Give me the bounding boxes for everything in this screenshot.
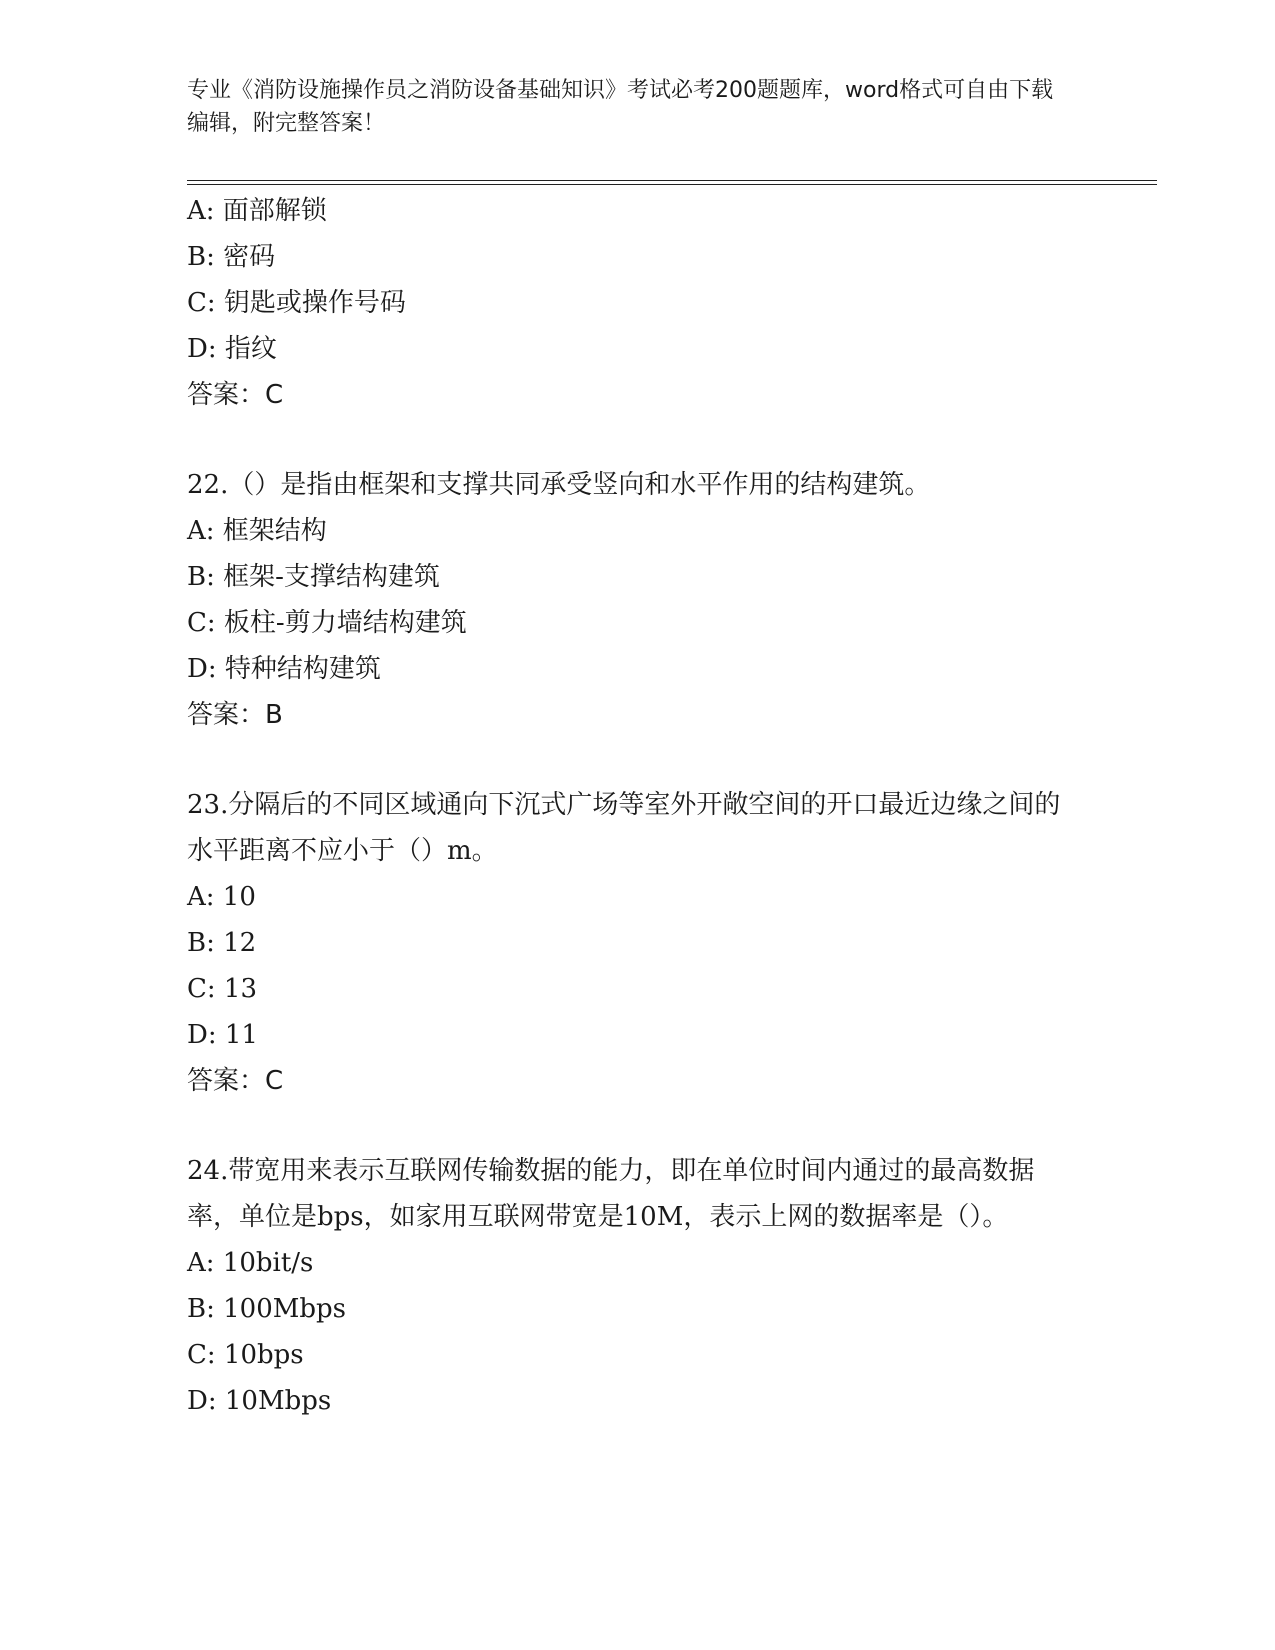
header-rule-top [187, 180, 1157, 181]
answer-line: 答案：C [187, 1066, 284, 1096]
question-block [187, 782, 1077, 1104]
question-text: 24.带宽用来表示互联网传输数据的能力，即在单位时间内通过的最高数据率，单位是bps，如家用互联网带宽是10M，表示上网的数据率是（）。 [187, 1156, 1035, 1232]
question-block [187, 188, 1077, 418]
option-b: B: 100Mbps [187, 1294, 347, 1324]
option-c: C: 10bps [187, 1340, 304, 1370]
option-d: D: 特种结构建筑 [187, 654, 381, 684]
option-c: C: 板柱-剪力墙结构建筑 [187, 608, 467, 638]
question-text: 23.分隔后的不同区域通向下沉式广场等室外开敞空间的开口最近边缘之间的水平距离不应小于（）m。 [187, 790, 1061, 866]
option-b: B: 框架-支撑结构建筑 [187, 562, 440, 592]
option-c: C: 13 [187, 974, 258, 1004]
option-d: D: 11 [187, 1020, 258, 1050]
question-block [187, 462, 1077, 738]
option-a: A: 10bit/s [187, 1248, 314, 1278]
option-d: D: 指纹 [187, 334, 277, 364]
option-d: D: 10Mbps [187, 1386, 332, 1416]
header-rule-bottom [187, 184, 1157, 185]
option-a: A: 框架结构 [187, 516, 327, 546]
question-text: 22.（）是指由框架和支撑共同承受竖向和水平作用的结构建筑。 [187, 470, 931, 500]
option-a: A: 面部解锁 [187, 196, 327, 226]
document-header: 专业《消防设施操作员之消防设备基础知识》考试必考200题题库，word格式可自由下载编辑，附完整答案！ [187, 78, 1054, 136]
answer-line: 答案：B [187, 700, 283, 730]
option-a: A: 10 [187, 882, 256, 912]
option-b: B: 密码 [187, 242, 276, 272]
question-list [187, 188, 1077, 1424]
answer-line: 答案：C [187, 380, 284, 410]
option-b: B: 12 [187, 928, 257, 958]
question-block [187, 1148, 1077, 1424]
option-c: C: 钥匙或操作号码 [187, 288, 406, 318]
